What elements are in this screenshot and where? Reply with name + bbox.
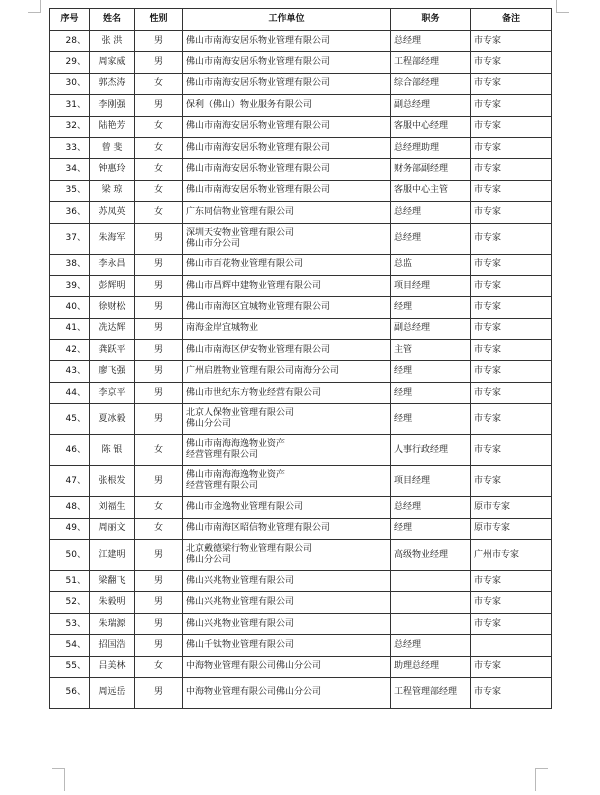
header-no: 序号 [50, 9, 90, 31]
table-row [50, 613, 552, 634]
unit-line: 佛山市南海安居乐物业管理有限公司 [186, 121, 331, 132]
header-post: 职务 [391, 9, 471, 31]
row-unit [183, 116, 391, 137]
unit-line: 北京戴德梁行物业管理有限公司 [186, 544, 313, 555]
row-note: 市专家 [471, 73, 552, 94]
table-row [50, 137, 552, 158]
unit-line: 保利（佛山）物业服务有限公司 [186, 99, 313, 110]
row-gender: 男 [135, 404, 183, 435]
unit-line: 经营管理有限公司 [186, 450, 259, 461]
unit-line: 佛山市金逸物业管理有限公司 [186, 501, 304, 512]
row-number: 35、 [50, 180, 90, 201]
row-gender: 男 [135, 297, 183, 318]
table-row [50, 223, 552, 254]
row-post: 总经理 [391, 223, 471, 254]
table-row [50, 159, 552, 180]
row-post [391, 571, 471, 592]
row-number: 52、 [50, 592, 90, 613]
row-note: 原市专家 [471, 518, 552, 539]
row-note: 市专家 [471, 592, 552, 613]
row-post: 经理 [391, 518, 471, 539]
row-note: 市专家 [471, 254, 552, 275]
page-corner-mark [535, 768, 548, 791]
row-name: 徐财松 [90, 297, 135, 318]
row-number: 28、 [50, 31, 90, 52]
row-name: 李永昌 [90, 254, 135, 275]
table-row [50, 635, 552, 656]
row-gender: 男 [135, 635, 183, 656]
unit-line: 北京人保物业管理有限公司 [186, 408, 295, 419]
row-note: 市专家 [471, 382, 552, 403]
table-row [50, 592, 552, 613]
row-number: 55、 [50, 656, 90, 677]
row-gender: 男 [135, 52, 183, 73]
unit-line: 佛山市南海区宜城物业管理有限公司 [186, 301, 331, 312]
row-unit [183, 340, 391, 361]
row-note: 市专家 [471, 404, 552, 435]
row-post: 助理总经理 [391, 656, 471, 677]
row-number: 44、 [50, 382, 90, 403]
row-gender: 男 [135, 540, 183, 571]
row-gender: 男 [135, 31, 183, 52]
row-unit [183, 656, 391, 677]
row-gender: 女 [135, 73, 183, 94]
expert-list-table [49, 8, 552, 709]
unit-line: 佛山市南海安居乐物业管理有限公司 [186, 164, 331, 175]
table-row [50, 31, 552, 52]
row-note: 市专家 [471, 95, 552, 116]
row-name: 钟惠玲 [90, 159, 135, 180]
unit-line: 佛山市南海安居乐物业管理有限公司 [186, 185, 331, 196]
row-gender: 女 [135, 159, 183, 180]
table-row [50, 571, 552, 592]
row-post: 副总经理 [391, 95, 471, 116]
header-note: 备注 [471, 9, 552, 31]
row-gender: 男 [135, 318, 183, 339]
row-name: 江建明 [90, 540, 135, 571]
table-row [50, 116, 552, 137]
row-number: 37、 [50, 223, 90, 254]
row-unit [183, 677, 391, 708]
row-number: 31、 [50, 95, 90, 116]
row-gender: 女 [135, 656, 183, 677]
table-row [50, 497, 552, 518]
row-number: 48、 [50, 497, 90, 518]
row-note: 市专家 [471, 137, 552, 158]
row-note: 市专家 [471, 52, 552, 73]
row-note: 市专家 [471, 297, 552, 318]
unit-line: 佛山兴兆物业管理有限公司 [186, 575, 295, 586]
row-unit [183, 202, 391, 223]
unit-line: 佛山兴兆物业管理有限公司 [186, 597, 295, 608]
row-post: 经理 [391, 404, 471, 435]
row-gender: 女 [135, 202, 183, 223]
row-number: 33、 [50, 137, 90, 158]
row-name: 彭辉明 [90, 275, 135, 296]
row-number: 40、 [50, 297, 90, 318]
row-gender: 男 [135, 223, 183, 254]
row-note: 市专家 [471, 116, 552, 137]
row-unit [183, 613, 391, 634]
row-number: 29、 [50, 52, 90, 73]
row-post: 项目经理 [391, 275, 471, 296]
row-gender: 男 [135, 361, 183, 382]
row-note: 市专家 [471, 223, 552, 254]
row-note: 市专家 [471, 159, 552, 180]
row-unit [183, 73, 391, 94]
row-post: 人事行政经理 [391, 435, 471, 466]
row-unit [183, 497, 391, 518]
row-unit [183, 318, 391, 339]
row-post: 总经理 [391, 202, 471, 223]
row-note: 市专家 [471, 466, 552, 497]
row-post: 项目经理 [391, 466, 471, 497]
unit-line: 佛山分公司 [186, 419, 232, 430]
row-name: 朱海军 [90, 223, 135, 254]
unit-line: 佛山市世纪东方物业经营有限公司 [186, 387, 322, 398]
row-name: 招国浩 [90, 635, 135, 656]
row-gender: 女 [135, 137, 183, 158]
table-row [50, 677, 552, 708]
row-unit [183, 466, 391, 497]
unit-line: 佛山市南海区伊安物业管理有限公司 [186, 344, 331, 355]
row-name: 朱毅明 [90, 592, 135, 613]
row-unit [183, 518, 391, 539]
row-number: 39、 [50, 275, 90, 296]
row-unit [183, 137, 391, 158]
table-row [50, 318, 552, 339]
row-note: 市专家 [471, 571, 552, 592]
unit-line: 佛山市南海海逸物业资产 [186, 439, 286, 450]
table-row [50, 254, 552, 275]
unit-line: 佛山市南海安居乐物业管理有限公司 [186, 78, 331, 89]
row-gender: 男 [135, 677, 183, 708]
row-post: 经理 [391, 382, 471, 403]
row-number: 49、 [50, 518, 90, 539]
row-note: 市专家 [471, 656, 552, 677]
table-row [50, 95, 552, 116]
row-name: 周家威 [90, 52, 135, 73]
row-name: 夏冰毅 [90, 404, 135, 435]
table-row [50, 382, 552, 403]
row-name: 梁 琼 [90, 180, 135, 201]
row-note: 广州市专家 [471, 540, 552, 571]
row-name: 曾 斐 [90, 137, 135, 158]
row-unit [183, 254, 391, 275]
unit-line: 中海物业管理有限公司佛山分公司 [186, 687, 322, 698]
row-note: 原市专家 [471, 497, 552, 518]
row-unit [183, 382, 391, 403]
row-post: 总经理 [391, 635, 471, 656]
table-row [50, 404, 552, 435]
table-row [50, 297, 552, 318]
unit-line: 佛山兴兆物业管理有限公司 [186, 618, 295, 629]
unit-line: 深圳天安物业管理有限公司 [186, 227, 295, 238]
row-post [391, 613, 471, 634]
row-unit [183, 361, 391, 382]
row-gender: 女 [135, 180, 183, 201]
row-gender: 女 [135, 116, 183, 137]
row-unit [183, 159, 391, 180]
row-post: 副总经理 [391, 318, 471, 339]
row-name: 郭杰涛 [90, 73, 135, 94]
row-name: 陈 银 [90, 435, 135, 466]
row-gender: 男 [135, 571, 183, 592]
row-name: 周丽文 [90, 518, 135, 539]
unit-line: 佛山市昌辉中建物业管理有限公司 [186, 280, 322, 291]
row-name: 龚跃平 [90, 340, 135, 361]
row-name: 李刚强 [90, 95, 135, 116]
table-row [50, 52, 552, 73]
row-name: 冼达辉 [90, 318, 135, 339]
row-post: 客服中心主管 [391, 180, 471, 201]
row-unit [183, 223, 391, 254]
table-row [50, 466, 552, 497]
row-name: 周远岳 [90, 677, 135, 708]
row-gender: 男 [135, 275, 183, 296]
row-note: 市专家 [471, 340, 552, 361]
table-header-row [50, 9, 552, 31]
table-row [50, 275, 552, 296]
unit-line: 中海物业管理有限公司佛山分公司 [186, 661, 322, 672]
row-number: 36、 [50, 202, 90, 223]
unit-line: 广州启胜物业管理有限公司南海分公司 [186, 366, 340, 377]
row-post: 总经理 [391, 31, 471, 52]
row-number: 30、 [50, 73, 90, 94]
page-corner-mark [28, 0, 41, 13]
row-unit [183, 31, 391, 52]
row-name: 朱瑞源 [90, 613, 135, 634]
row-name: 梁翻飞 [90, 571, 135, 592]
row-gender: 男 [135, 592, 183, 613]
row-note: 市专家 [471, 361, 552, 382]
table-row [50, 180, 552, 201]
row-unit [183, 180, 391, 201]
unit-line: 佛山分公司 [186, 555, 232, 566]
row-name: 张 洪 [90, 31, 135, 52]
row-name: 陆艳芳 [90, 116, 135, 137]
row-gender: 女 [135, 497, 183, 518]
row-unit [183, 635, 391, 656]
table-row [50, 361, 552, 382]
row-gender: 男 [135, 254, 183, 275]
row-post [391, 592, 471, 613]
row-unit [183, 404, 391, 435]
row-number: 32、 [50, 116, 90, 137]
unit-line: 佛山市南海安居乐物业管理有限公司 [186, 57, 331, 68]
row-note: 市专家 [471, 435, 552, 466]
row-note: 市专家 [471, 31, 552, 52]
row-name: 李京平 [90, 382, 135, 403]
row-note: 市专家 [471, 318, 552, 339]
unit-line: 南海金岸宜城物业 [186, 323, 259, 334]
row-gender: 男 [135, 613, 183, 634]
row-name: 吕美林 [90, 656, 135, 677]
table-row [50, 518, 552, 539]
row-note: 市专家 [471, 677, 552, 708]
row-number: 56、 [50, 677, 90, 708]
unit-line: 佛山千钛物业管理有限公司 [186, 639, 295, 650]
row-gender: 女 [135, 518, 183, 539]
row-post: 客服中心经理 [391, 116, 471, 137]
unit-line: 广东同信物业管理有限公司 [186, 206, 295, 217]
row-gender: 女 [135, 435, 183, 466]
row-post: 财务部副经理 [391, 159, 471, 180]
header-name: 姓名 [90, 9, 135, 31]
page-corner-mark [52, 768, 65, 791]
row-number: 38、 [50, 254, 90, 275]
unit-line: 佛山市南海海逸物业资产 [186, 470, 286, 481]
row-post: 工程管理部经理 [391, 677, 471, 708]
header-gender: 性别 [135, 9, 183, 31]
unit-line: 佛山市百花物业管理有限公司 [186, 259, 304, 270]
row-name: 苏凤英 [90, 202, 135, 223]
row-unit [183, 571, 391, 592]
row-post: 经理 [391, 361, 471, 382]
row-number: 50、 [50, 540, 90, 571]
row-unit [183, 592, 391, 613]
row-unit [183, 95, 391, 116]
row-post: 高级物业经理 [391, 540, 471, 571]
row-note: 市专家 [471, 180, 552, 201]
unit-line: 佛山市南海区昭信物业管理有限公司 [186, 523, 331, 534]
row-gender: 男 [135, 466, 183, 497]
row-post: 综合部经理 [391, 73, 471, 94]
row-number: 51、 [50, 571, 90, 592]
table-row [50, 435, 552, 466]
row-post: 总经理助理 [391, 137, 471, 158]
row-number: 43、 [50, 361, 90, 382]
row-note: 市专家 [471, 202, 552, 223]
row-name: 刘福生 [90, 497, 135, 518]
row-number: 41、 [50, 318, 90, 339]
row-post: 主管 [391, 340, 471, 361]
row-number: 45、 [50, 404, 90, 435]
unit-line: 经营管理有限公司 [186, 481, 259, 492]
row-unit [183, 297, 391, 318]
row-number: 54、 [50, 635, 90, 656]
unit-line: 佛山市南海安居乐物业管理有限公司 [186, 142, 331, 153]
row-number: 34、 [50, 159, 90, 180]
row-number: 47、 [50, 466, 90, 497]
table-row [50, 656, 552, 677]
row-gender: 男 [135, 95, 183, 116]
table-row [50, 73, 552, 94]
table-row [50, 540, 552, 571]
row-unit [183, 275, 391, 296]
row-gender: 男 [135, 340, 183, 361]
row-note: 市专家 [471, 275, 552, 296]
row-unit [183, 435, 391, 466]
row-note: 市专家 [471, 613, 552, 634]
row-number: 42、 [50, 340, 90, 361]
row-number: 53、 [50, 613, 90, 634]
row-post: 工程部经理 [391, 52, 471, 73]
table-row [50, 340, 552, 361]
row-number: 46、 [50, 435, 90, 466]
table-row [50, 202, 552, 223]
row-unit [183, 540, 391, 571]
row-name: 廖飞强 [90, 361, 135, 382]
row-post: 经理 [391, 297, 471, 318]
unit-line: 佛山市分公司 [186, 238, 241, 249]
row-note [471, 635, 552, 656]
unit-line: 佛山市南海安居乐物业管理有限公司 [186, 35, 331, 46]
header-unit: 工作单位 [183, 9, 391, 31]
row-name: 张根发 [90, 466, 135, 497]
row-gender: 男 [135, 382, 183, 403]
row-unit [183, 52, 391, 73]
row-post: 总经理 [391, 497, 471, 518]
page-corner-mark [556, 0, 569, 13]
row-post: 总监 [391, 254, 471, 275]
